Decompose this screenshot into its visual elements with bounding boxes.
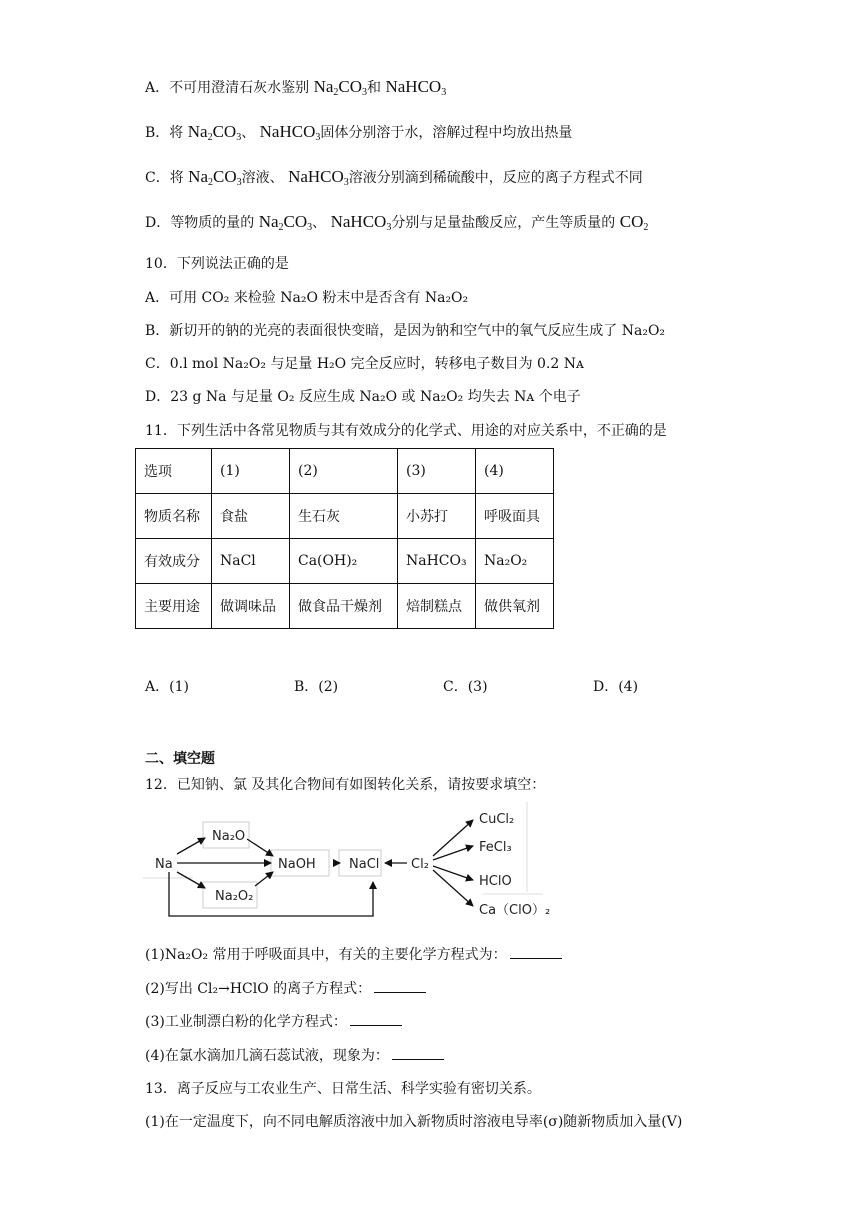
q10-option-c: C．0.l mol Na₂O₂ 与足量 H₂O 完全反应时，转移电子数目为 0.2 Nᴀ bbox=[145, 356, 584, 372]
table-cell: 做食品干燥剂 bbox=[290, 584, 398, 629]
q11-option-d: D．(4) bbox=[593, 679, 639, 695]
q13-stem: 13．离子反应与工农业生产、日常生活、科学实验有密切关系。 bbox=[145, 1081, 541, 1097]
table-cell: 物质名称 bbox=[136, 494, 212, 539]
q11-option-b: B．(2) bbox=[294, 679, 339, 695]
arrow bbox=[169, 872, 373, 916]
arrow bbox=[433, 866, 473, 880]
label-na2o2: Na₂O₂ bbox=[215, 889, 254, 904]
q9-option-b: B．将 $Na_2CO_3$、 NaHCO$_3$固体分别溶于水，溶解过程中均放出热量 bbox=[145, 122, 573, 143]
q11-option-a: A．(1) bbox=[145, 679, 189, 695]
q12-stem: 12．已知钠、氯 及其化合物间有如图转化关系，请按要求填空： bbox=[145, 777, 546, 793]
label-cl2: Cl₂ bbox=[411, 857, 429, 872]
q9-option-c: C．将 $Na_2CO_3$溶液、 NaHCO$_3$溶液分别滴到稀硫酸中，反应的离子方程式不同 bbox=[145, 167, 643, 188]
table-cell: 小苏打 bbox=[398, 494, 476, 539]
q11-stem: 11．下列生活中各常见物质与其有效成分的化学式、用途的对应关系中，不正确的是 bbox=[145, 423, 667, 439]
table-cell: NaCl bbox=[212, 539, 290, 584]
label-na2o: Na₂O bbox=[212, 829, 246, 844]
answer-blank[interactable] bbox=[392, 1047, 444, 1060]
table-row bbox=[136, 494, 554, 539]
table-row bbox=[136, 584, 554, 629]
q13-sub1: (1)在一定温度下，向不同电解质溶液中加入新物质时溶液电导率(σ)随新物质加入量(V) bbox=[145, 1114, 683, 1130]
table-cell: 食盐 bbox=[212, 494, 290, 539]
q9-option-a: A．不可用澄清石灰水鉴别 $Na_2CO_3$和 NaHCO$_3$ bbox=[145, 77, 447, 98]
label-hclo: HClO bbox=[479, 874, 512, 889]
table-cell: (2) bbox=[290, 449, 398, 494]
table-cell: 做供氧剂 bbox=[476, 584, 554, 629]
table-cell: 选项 bbox=[136, 449, 212, 494]
arrow bbox=[433, 870, 473, 906]
q12-sub1: (1)Na₂O₂ 常用于呼吸面具中，有关的主要化学方程式为： bbox=[145, 946, 562, 964]
q11-option-c: C．(3) bbox=[443, 679, 488, 695]
label-nacl: NaCl bbox=[349, 857, 380, 872]
table-cell: (3) bbox=[398, 449, 476, 494]
q9-option-d: D．等物质的量的 $Na_2CO_3$、 NaHCO$_3$分别与足量盐酸反应，产生等质量的 $CO_2$ bbox=[145, 212, 649, 233]
arrow bbox=[177, 872, 205, 888]
q10-option-b: B．新切开的钠的光亮的表面很快变暗，是因为钠和空气中的氧气反应生成了 Na₂O₂ bbox=[145, 323, 666, 339]
q10-option-a: A．可用 CO₂ 来检验 Na₂O 粉末中是否含有 Na₂O₂ bbox=[145, 290, 469, 306]
answer-blank[interactable] bbox=[350, 1013, 402, 1026]
q10-stem: 10．下列说法正确的是 bbox=[145, 256, 289, 272]
table-cell: Na₂O₂ bbox=[476, 539, 554, 584]
answer-blank[interactable] bbox=[510, 946, 562, 959]
table-cell: Ca(OH)₂ bbox=[290, 539, 398, 584]
q10-option-d: D．23 g Na 与足量 O₂ 反应生成 Na₂O 或 Na₂O₂ 均失去 Nᴀ 个电子 bbox=[145, 389, 581, 405]
arrow bbox=[247, 839, 273, 856]
label-fecl3: FeCl₃ bbox=[479, 840, 512, 855]
table-cell: 做调味品 bbox=[212, 584, 290, 629]
table-cell: 呼吸面具 bbox=[476, 494, 554, 539]
arrow bbox=[433, 846, 473, 860]
section-title: 二、填空题 bbox=[145, 751, 215, 767]
table-cell: (1) bbox=[212, 449, 290, 494]
table-row bbox=[136, 539, 554, 584]
table-cell: NaHCO₃ bbox=[398, 539, 476, 584]
label-na: Na bbox=[155, 857, 173, 872]
table-cell: 有效成分 bbox=[136, 539, 212, 584]
label-naoh: NaOH bbox=[278, 857, 316, 872]
arrow bbox=[433, 820, 473, 856]
q12-sub2: (2)写出 Cl₂→HClO 的离子方程式： bbox=[145, 980, 426, 998]
label-cucl2: CuCl₂ bbox=[479, 812, 515, 827]
table-cell: 主要用途 bbox=[136, 584, 212, 629]
q12-sub3: (3)工业制漂白粉的化学方程式： bbox=[145, 1013, 402, 1031]
table-cell: (4) bbox=[476, 449, 554, 494]
arrow bbox=[177, 838, 205, 854]
table-row bbox=[136, 449, 554, 494]
table-cell: 焙制糕点 bbox=[398, 584, 476, 629]
q12-sub4: (4)在氯水滴加几滴石蕊试液，现象为： bbox=[145, 1047, 444, 1065]
table-cell: 生石灰 bbox=[290, 494, 398, 539]
label-caclo2: Ca（ClO）₂ bbox=[479, 903, 551, 918]
arrow bbox=[255, 872, 273, 886]
conversion-diagram bbox=[143, 802, 551, 932]
q11-table bbox=[135, 448, 554, 629]
answer-blank[interactable] bbox=[374, 980, 426, 993]
